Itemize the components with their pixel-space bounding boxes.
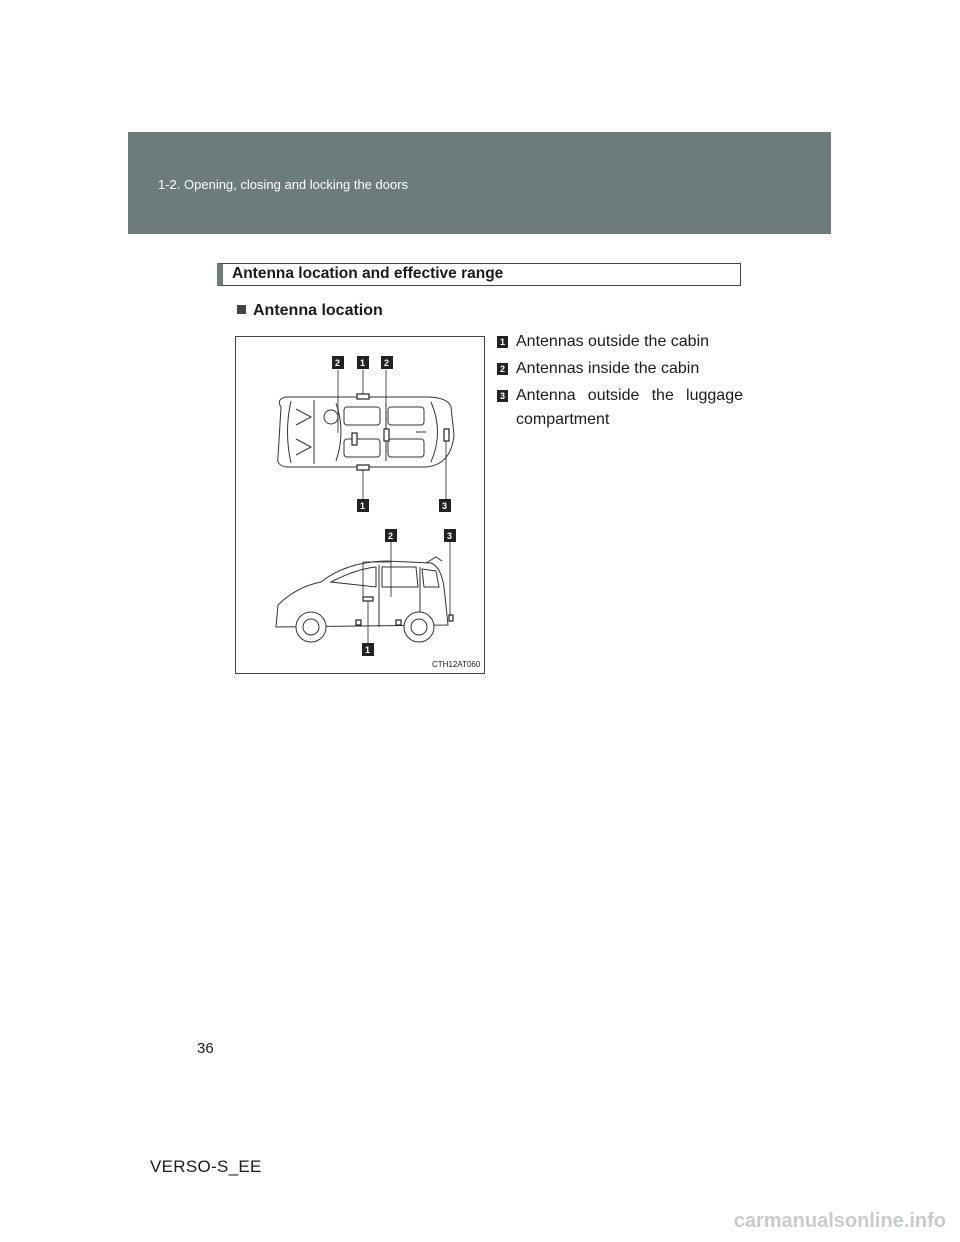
square-bullet-icon — [237, 305, 246, 314]
page-number: 36 — [197, 1040, 214, 1057]
section-heading: Antenna location and effective range — [232, 265, 504, 282]
document-code: VERSO-S_EE — [150, 1157, 262, 1176]
callout-top-3-label: 3 — [442, 501, 448, 511]
subheading-text: Antenna location — [253, 302, 383, 319]
callout-top-2b-label: 2 — [384, 358, 390, 368]
callout-top-1b-label: 1 — [360, 501, 366, 511]
legend-text: Antennas outside the cabin — [516, 333, 710, 350]
section-title: 1-2. Opening, closing and locking the doors — [158, 177, 409, 192]
section-heading-box — [217, 263, 741, 286]
legend-item — [497, 384, 743, 430]
callout-side-2-label: 2 — [388, 531, 394, 541]
car-side-view — [276, 557, 448, 642]
car-diagram-illustration — [236, 337, 486, 675]
callout-top-2a-label: 2 — [335, 358, 341, 368]
car-top-view — [278, 397, 454, 467]
legend-number-badge: 3 — [497, 390, 508, 402]
callout-side-1-label: 1 — [365, 645, 371, 655]
callout-side-3-label: 3 — [447, 531, 453, 541]
legend — [497, 330, 743, 431]
watermark: carmanualsonline.info — [733, 1210, 946, 1232]
legend-number-badge: 1 — [497, 336, 508, 348]
figure-code: CTH12AT060 — [432, 660, 481, 669]
antenna-location-figure — [235, 336, 485, 674]
subheading — [237, 302, 383, 320]
legend-item — [497, 357, 743, 380]
legend-text: Antennas inside the cabin — [516, 360, 700, 378]
legend-number-badge: 2 — [497, 363, 508, 375]
legend-text: Antenna outside the luggage compartment — [516, 387, 743, 428]
callout-top-1a-label: 1 — [360, 358, 366, 368]
legend-item — [497, 330, 743, 353]
